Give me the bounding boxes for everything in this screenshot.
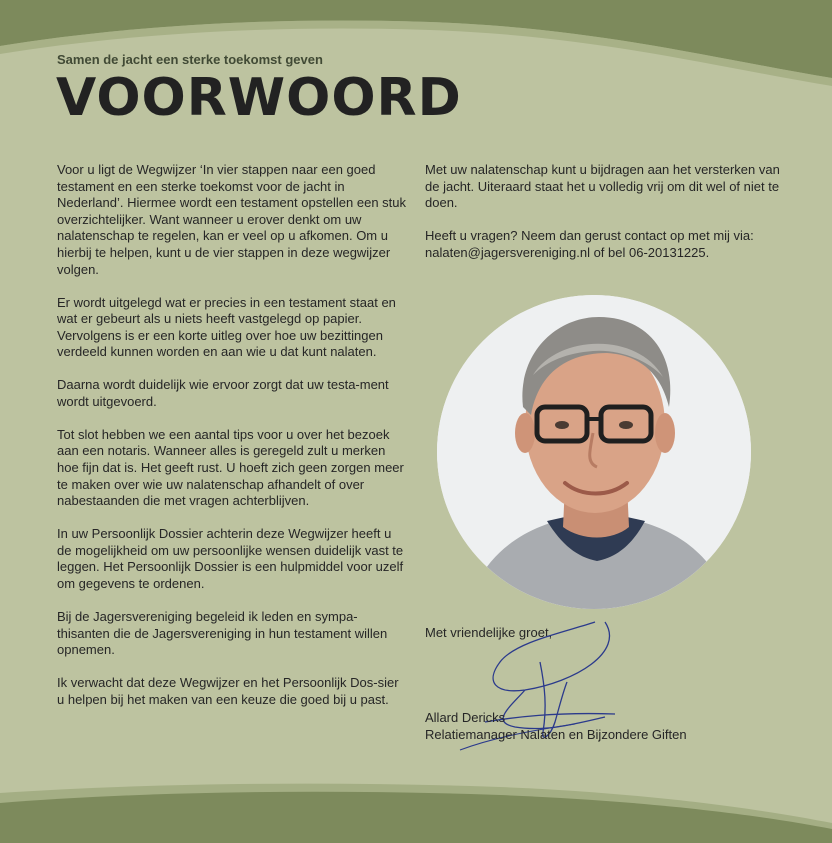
paragraph: In uw Persoonlijk Dossier achterin deze Wegwijzer heeft u de mogelijkheid om uw persoonlijke wensen duidelijk vast te leggen. Het Persoonlijk Dossier is een hulpmiddel voor uzelf om gegevens te ordenen. [57,526,404,592]
page-title: VOORWOORD [56,68,462,128]
left-text-column [57,162,407,725]
paragraph: Bij de Jagersvereniging begeleid ik leden en sympa-thisanten die de Jagersvereniging in hun testament willen opnemen. [57,609,388,658]
author-role: Relatiemanager Nalaten en Bijzondere Giften [425,727,687,742]
kicker-subtitle: Samen de jacht een sterke toekomst geven [57,52,323,67]
bottom-wave-decoration [0,773,832,843]
paragraph: Ik verwacht dat deze Wegwijzer en het Persoonlijk Dos-sier u helpen bij het maken van een keuze die goed bij u past. [57,675,399,707]
author-portrait-photo [437,295,751,609]
contact-paragraph: Heeft u vragen? Neem dan gerust contact op met mij via: nalaten@jagersvereniging.nl of bel 06-20131225. [425,228,754,260]
paragraph: Voor u ligt de Wegwijzer ‘In vier stappen naar een goed testament en een sterke toekomst voor de jacht in Nederland’. Hiermee wordt een testament opstellen een stuk overzichtelijker. Want wanneer u erover denkt om uw nalatenschap te regelen, kan er veel op u afkomen. Om u hierbij te helpen, kunt u de vier stappen in deze wegwijzer volgen. [57,162,407,277]
paragraph: Er wordt uitgelegd wat er precies in een testament staat en wat er gebeurt als u niets heeft vastgelegd op papier. Vervolgens is er een korte uitleg over hoe uw bezittingen verdeeld kunnen worden en aan wie u dat kunt nalaten. [57,294,396,360]
paragraph: Tot slot hebben we een aantal tips voor u over het bezoek aan een notaris. Wanneer alles is geregeld zult u merken hoe fijn dat is. Het geeft rust. U hoeft zich geen zorgen meer te maken over wie uw nalatenschap afhandelt of over nabestaanden die met vragen achterblijven. [57,426,404,509]
closing-greeting: Met vriendelijke groet, [425,625,553,640]
right-text-column [425,162,785,278]
author-name: Allard Dericks [425,710,506,725]
paragraph: Daarna wordt duidelijk wie ervoor zorgt dat uw testa-ment wordt uitgevoerd. [57,377,389,409]
paragraph: Met uw nalatenschap kunt u bijdragen aan het versterken van de jacht. Uiteraard staat het u volledig vrij om dit wel of niet te doen. [425,162,780,211]
